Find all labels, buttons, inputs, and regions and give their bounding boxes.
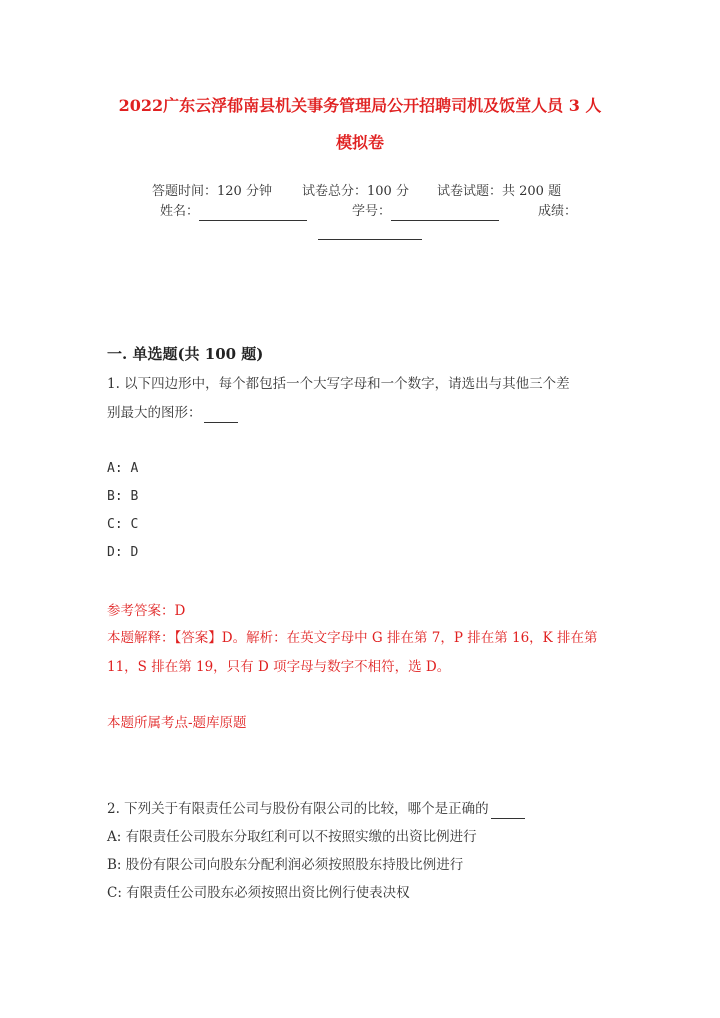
q1-stem-line2-row [107, 403, 238, 423]
q1-option-d[interactable]: D: D [107, 545, 139, 560]
q1-option-b[interactable]: B: B [107, 489, 139, 504]
q1-explanation-line1: 本题解释：【答案】D。解析：在英文字母中 G 排在第 7，P 排在第 16，K 排在第 [107, 630, 598, 646]
q2-option-a[interactable]: A: 有限责任公司股东分取红利可以不按照实缴的出资比例进行 [107, 829, 477, 845]
score-blank[interactable] [318, 225, 422, 240]
student-id-label: 学号： [352, 204, 392, 219]
q1-stem-line2: 别最大的图形： [107, 405, 202, 421]
exam-time: 答题时间：120 分钟 [152, 184, 272, 199]
q2-option-b[interactable]: B: 股份有限公司向股东分配利润必须按照股东持股比例进行 [107, 857, 464, 873]
q1-answer: 参考答案：D [107, 603, 186, 619]
student-id-field [352, 203, 499, 221]
q2-option-c[interactable]: C: 有限责任公司股东必须按照出资比例行使表决权 [107, 885, 410, 901]
exam-title-line2: 模拟卷 [335, 133, 384, 152]
section-heading: 一. 单选题(共 100 题) [107, 345, 264, 363]
q2-stem-row [107, 799, 525, 819]
q1-stem-line1: 1. 以下四边形中，每个都包括一个大写字母和一个数字，请选出与其他三个差 [107, 376, 570, 392]
q2-answer-blank[interactable] [491, 804, 525, 819]
exam-title-line1: 2022广东云浮郁南县机关事务管理局公开招聘司机及饭堂人员 3 人 [118, 96, 602, 115]
score-label: 成绩： [538, 204, 578, 219]
score-blank-row [318, 222, 422, 240]
name-blank[interactable] [199, 206, 307, 221]
q1-option-c[interactable]: C: C [107, 517, 139, 532]
exam-question-count: 试卷试题：共 200 题 [437, 184, 562, 199]
q2-stem: 2. 下列关于有限责任公司与股份有限公司的比较，哪个是正确的 [107, 801, 489, 817]
q1-source: 本题所属考点-题库原题 [107, 715, 247, 731]
q1-option-a[interactable]: A: A [107, 461, 139, 476]
exam-total-score: 试卷总分：100 分 [302, 184, 409, 199]
student-id-blank[interactable] [391, 206, 499, 221]
score-field [538, 203, 577, 221]
name-label: 姓名： [160, 204, 200, 219]
name-field [160, 203, 307, 221]
q1-answer-blank[interactable] [204, 408, 238, 423]
q1-explanation-line2: 11，S 排在第 19，只有 D 项字母与数字不相符，选 D。 [107, 659, 451, 675]
